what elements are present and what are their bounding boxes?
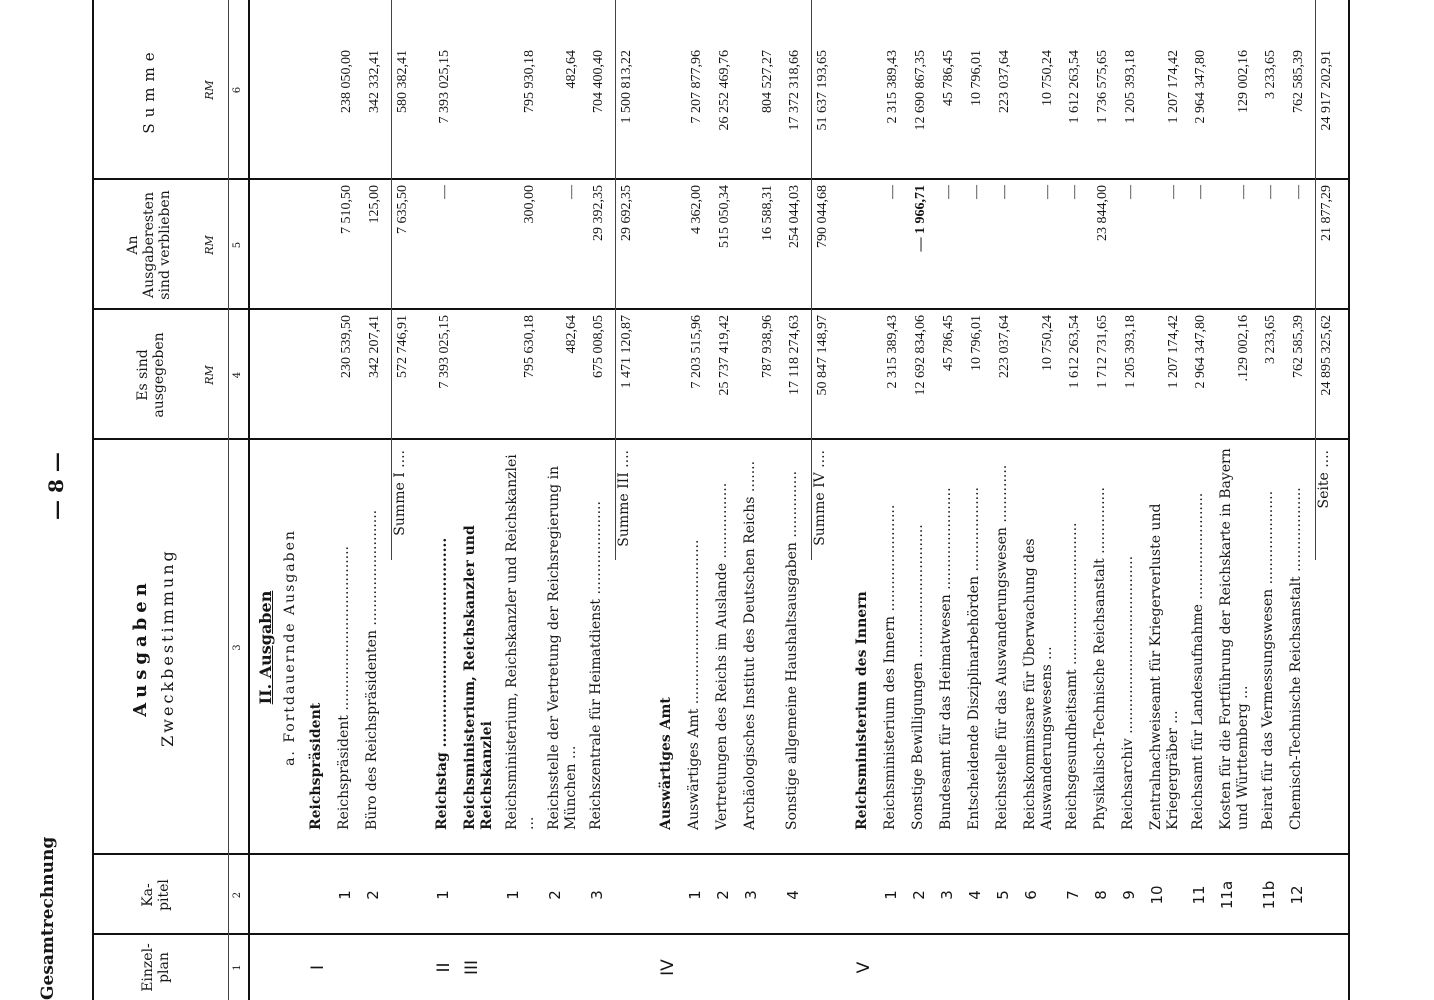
table-sum-row bbox=[1316, 0, 1342, 1000]
spent-cell: 1 712 731,65 bbox=[1095, 315, 1110, 389]
remaining-cell: 790 044,68 bbox=[815, 185, 830, 248]
table-row bbox=[546, 0, 586, 1000]
spent-cell: 10 796,01 bbox=[969, 315, 984, 371]
remaining-cell: 125,00 bbox=[367, 185, 382, 224]
purpose-cell: Zentralnachweiseamt für Kriegerverluste und Kriegergräber ... bbox=[1148, 503, 1181, 830]
table-sum-row bbox=[392, 0, 418, 1000]
spent-cell: 1 471 120,87 bbox=[619, 315, 634, 389]
kapitel-cell: 1 bbox=[686, 890, 704, 900]
purpose-cell: Summe IV .... bbox=[812, 450, 828, 546]
spent-cell: 787 938,96 bbox=[760, 315, 775, 378]
total-cell: 24 917 202,91 bbox=[1319, 50, 1334, 131]
remaining-cell: — bbox=[941, 185, 956, 199]
remaining-cell: — bbox=[1067, 185, 1082, 199]
purpose-cell: Physikalisch-Technische Reichsanstalt ............... bbox=[1092, 487, 1108, 830]
kapitel-cell: 2 bbox=[546, 890, 564, 900]
section-title: II. Ausgaben bbox=[256, 590, 275, 705]
table-row bbox=[1218, 0, 1258, 1000]
kapitel-cell: 11 bbox=[1190, 885, 1208, 905]
total-cell: 10 750,24 bbox=[1040, 50, 1055, 106]
running-head: Gesamtrechnung bbox=[38, 836, 58, 1000]
total-cell: 7 393 025,15 bbox=[437, 50, 452, 124]
spent-cell: 10 750,24 bbox=[1040, 315, 1055, 371]
sum-rule bbox=[391, 0, 392, 560]
remaining-cell: — bbox=[1166, 185, 1181, 199]
table-heading-row bbox=[462, 0, 502, 1000]
table-row bbox=[1120, 0, 1146, 1000]
remaining-cell: — bbox=[885, 185, 900, 199]
remaining-cell: 515 050,34 bbox=[717, 185, 732, 248]
spent-cell: 7 393 025,15 bbox=[437, 315, 452, 389]
total-cell: 223 037,64 bbox=[997, 50, 1012, 113]
table-row bbox=[966, 0, 992, 1000]
total-cell: 2 315 389,43 bbox=[885, 50, 900, 124]
purpose-cell: Reichsstelle für das Auswanderungswesen ............. bbox=[994, 464, 1010, 830]
remaining-cell: 29 392,35 bbox=[591, 185, 606, 241]
plan-cell: II bbox=[434, 962, 454, 973]
remaining-cell: — bbox=[564, 185, 579, 199]
colnum-top-rule bbox=[228, 0, 229, 1000]
kapitel-cell: 4 bbox=[966, 890, 984, 900]
total-cell: 804 527,27 bbox=[760, 50, 775, 113]
remaining-cell: 21 877,29 bbox=[1319, 185, 1334, 241]
table-heading-row bbox=[854, 0, 880, 1000]
spent-cell: 17 118 274,63 bbox=[787, 315, 802, 395]
colnum-5: 5 bbox=[232, 241, 243, 249]
total-cell: 238 050,00 bbox=[339, 50, 354, 113]
sum-rule bbox=[615, 0, 616, 560]
purpose-cell: Beirat für das Vermessungswesen ..................... bbox=[1260, 490, 1276, 830]
remaining-cell: 7 510,50 bbox=[339, 185, 354, 234]
remaining-cell: — bbox=[969, 185, 984, 199]
table-row bbox=[504, 0, 544, 1000]
kapitel-cell: 1 bbox=[336, 890, 354, 900]
remaining-cell: — bbox=[1193, 185, 1208, 199]
total-cell: 762 585,39 bbox=[1291, 50, 1306, 113]
spent-cell: 24 895 325,62 bbox=[1319, 315, 1334, 396]
table-bottom-rule bbox=[1348, 0, 1350, 1000]
purpose-cell: Kosten für die Fortführung der Reichskarte in Bayern und Württemberg ... bbox=[1218, 448, 1251, 830]
spent-cell: 45 786,45 bbox=[941, 315, 956, 371]
purpose-cell: Sonstige allgemeine Haushaltsausgaben ............... bbox=[784, 470, 800, 830]
table-sum-row bbox=[616, 0, 642, 1000]
table-row bbox=[742, 0, 782, 1000]
spent-cell: 1 207 174,42 bbox=[1166, 315, 1181, 389]
colnum-3: 3 bbox=[232, 644, 243, 651]
remaining-cell: — 1 966,71 bbox=[913, 185, 928, 252]
total-cell: 3 233,65 bbox=[1263, 50, 1278, 99]
kapitel-cell: 9 bbox=[1120, 890, 1138, 900]
purpose-cell: Reichsstelle der Vertretung der Reichsregierung in München ... bbox=[546, 465, 579, 830]
colnum-1: 1 bbox=[232, 964, 243, 971]
total-cell: 51 637 193,65 bbox=[815, 50, 830, 131]
kapitel-cell: 2 bbox=[364, 890, 382, 900]
spent-cell: 762 585,39 bbox=[1291, 315, 1306, 378]
total-cell: 12 690 867,35 bbox=[913, 50, 928, 131]
total-cell: 342 332,41 bbox=[367, 50, 382, 113]
plan-cell: III bbox=[462, 959, 482, 976]
spent-cell: 2 964 347,80 bbox=[1193, 315, 1208, 389]
purpose-cell: Entscheidende Disziplinarbehörden ................... bbox=[966, 487, 982, 830]
remaining-cell: — bbox=[1236, 185, 1251, 199]
total-cell: 1 205 393,18 bbox=[1123, 50, 1138, 124]
spent-cell: .129 002,16 bbox=[1236, 315, 1251, 382]
kapitel-cell: 3 bbox=[938, 890, 956, 900]
col3-subtitle: Zweckbestimmung bbox=[158, 548, 177, 747]
total-cell: 129 002,16 bbox=[1236, 50, 1251, 113]
purpose-cell: Bundesamt für das Heimatwesen ....................... bbox=[938, 487, 954, 830]
table-row bbox=[1064, 0, 1090, 1000]
spent-cell: 1 205 393,18 bbox=[1123, 315, 1138, 389]
colnum-6: 6 bbox=[232, 86, 243, 94]
sum-rule bbox=[811, 0, 812, 560]
purpose-cell: Reichstag ........................................... bbox=[434, 537, 450, 830]
total-cell: 1 500 813,22 bbox=[619, 50, 634, 124]
spent-cell: 7 203 515,96 bbox=[689, 315, 704, 389]
kapitel-cell: 2 bbox=[910, 890, 928, 900]
table-row bbox=[364, 0, 390, 1000]
col6-label: Summe bbox=[140, 46, 158, 134]
spent-cell: 2 315 389,43 bbox=[885, 315, 900, 389]
kapitel-cell: 1 bbox=[882, 890, 900, 900]
purpose-cell: Reichsministerium des Innern ........................ bbox=[882, 504, 898, 830]
plan-cell: V bbox=[854, 961, 874, 974]
col5-label: An Ausgaberesten sind verblieben bbox=[125, 190, 173, 300]
col2-label: Ka- pitel bbox=[140, 879, 172, 911]
spent-cell: 342 207,41 bbox=[367, 315, 382, 378]
spent-cell: 223 037,64 bbox=[997, 315, 1012, 378]
col5-unit: RM bbox=[203, 235, 216, 255]
table-row bbox=[686, 0, 712, 1000]
spent-cell: 482,64 bbox=[564, 315, 579, 354]
remaining-cell: 7 635,50 bbox=[395, 185, 410, 234]
remaining-cell: — bbox=[1040, 185, 1055, 199]
table-row bbox=[588, 0, 614, 1000]
kapitel-cell: 3 bbox=[742, 890, 760, 900]
purpose-cell: Sonstige Bewilligungen .............................. bbox=[910, 524, 926, 830]
spent-cell: 795 630,18 bbox=[522, 315, 537, 378]
kapitel-cell: 4 bbox=[784, 890, 802, 900]
purpose-cell: Reichsamt für Landesaufnahme ........................ bbox=[1190, 492, 1206, 830]
sum-rule bbox=[1315, 0, 1316, 560]
purpose-cell: Reichsministerium, Reichskanzler und Reichskanzlei ... bbox=[504, 454, 537, 830]
table-row bbox=[938, 0, 964, 1000]
spent-cell: 572 746,91 bbox=[395, 315, 410, 378]
kapitel-cell: 8 bbox=[1092, 890, 1110, 900]
purpose-cell: Reichspräsident ..................................... bbox=[336, 545, 352, 830]
table-sum-row bbox=[812, 0, 838, 1000]
remaining-cell: — bbox=[997, 185, 1012, 199]
table-heading-row bbox=[308, 0, 334, 1000]
plan-cell: I bbox=[308, 965, 328, 971]
spent-cell: 25 737 419,42 bbox=[717, 315, 732, 396]
total-cell: 2 964 347,80 bbox=[1193, 50, 1208, 124]
purpose-cell: Vertretungen des Reichs im Auslande ................. bbox=[714, 482, 730, 830]
spent-cell: 1 612 263,54 bbox=[1067, 315, 1082, 389]
purpose-cell: Reichsministerium des Innern bbox=[854, 591, 870, 830]
spent-cell: 675 008,05 bbox=[591, 315, 606, 378]
spent-cell: 230 539,50 bbox=[339, 315, 354, 378]
remaining-cell: — bbox=[437, 185, 452, 199]
remaining-cell: — bbox=[1291, 185, 1306, 199]
plan-cell: IV bbox=[658, 959, 678, 976]
section-subtitle: a. Fortdauernde Ausgaben bbox=[282, 529, 298, 766]
total-cell: 482,64 bbox=[564, 50, 579, 89]
remaining-cell: 29 692,35 bbox=[619, 185, 634, 241]
purpose-cell: Chemisch-Technische Reichsanstalt ................... bbox=[1288, 487, 1304, 830]
table-row bbox=[1288, 0, 1314, 1000]
col1-label: Einzel- plan bbox=[140, 943, 172, 992]
total-cell: 10 796,01 bbox=[969, 50, 984, 106]
table-row bbox=[336, 0, 362, 1000]
purpose-cell: Summe I .... bbox=[392, 450, 408, 536]
kapitel-cell: 1 bbox=[504, 890, 522, 900]
table-row bbox=[910, 0, 936, 1000]
table-heading-row bbox=[658, 0, 684, 1000]
purpose-cell: Reichsministerium, Reichskanzler und Reichskanzlei bbox=[462, 525, 495, 830]
total-cell: 7 207 877,96 bbox=[689, 50, 704, 124]
purpose-cell: Reichszentrale für Heimatdienst ..................... bbox=[588, 501, 604, 830]
col4-label: Es sind ausgegeben bbox=[135, 332, 167, 418]
purpose-cell: Büro des Reichspräsidenten .......................... bbox=[364, 509, 380, 830]
total-cell: 26 252 469,76 bbox=[717, 50, 732, 131]
total-cell: 795 930,18 bbox=[522, 50, 537, 113]
remaining-cell: — bbox=[1263, 185, 1278, 199]
table-row bbox=[1190, 0, 1216, 1000]
remaining-cell: 254 044,03 bbox=[787, 185, 802, 248]
kapitel-cell: 5 bbox=[994, 890, 1012, 900]
spent-cell: 50 847 148,97 bbox=[815, 315, 830, 396]
table-row bbox=[434, 0, 460, 1000]
table-row bbox=[784, 0, 810, 1000]
purpose-cell: Reichskommissare für Überwachung des Auswanderungswesens ... bbox=[1022, 538, 1055, 830]
kapitel-cell: 10 bbox=[1148, 885, 1166, 905]
spent-cell: 3 233,65 bbox=[1263, 315, 1278, 364]
remaining-cell: — bbox=[1123, 185, 1138, 199]
kapitel-cell: 12 bbox=[1288, 885, 1306, 905]
table-row bbox=[714, 0, 740, 1000]
kapitel-cell: 1 bbox=[434, 890, 452, 900]
colnum-4: 4 bbox=[232, 371, 243, 379]
total-cell: 1 612 263,54 bbox=[1067, 50, 1082, 124]
page-number: — 8 — bbox=[44, 452, 68, 520]
col3-title: Ausgaben bbox=[130, 578, 151, 717]
total-cell: 580 382,41 bbox=[395, 50, 410, 113]
table-row bbox=[1092, 0, 1118, 1000]
spent-cell: 12 692 834,06 bbox=[913, 315, 928, 396]
total-cell: 704 400,40 bbox=[591, 50, 606, 113]
kapitel-cell: 11a bbox=[1218, 880, 1236, 910]
table-row bbox=[1148, 0, 1188, 1000]
kapitel-cell: 3 bbox=[588, 890, 606, 900]
colnum-2: 2 bbox=[232, 891, 243, 899]
remaining-cell: 4 362,00 bbox=[689, 185, 704, 234]
total-cell: 45 786,45 bbox=[941, 50, 956, 106]
table-top-rule bbox=[92, 0, 94, 1000]
table-row bbox=[994, 0, 1020, 1000]
purpose-cell: Reichsgesundheitsamt ................................ bbox=[1064, 522, 1080, 830]
purpose-cell: Reichsarchiv ........................................ bbox=[1120, 555, 1136, 830]
remaining-cell: 23 844,00 bbox=[1095, 185, 1110, 241]
purpose-cell: Seite .... bbox=[1316, 450, 1332, 509]
purpose-cell: Auswärtiges Amt ..................................... bbox=[686, 539, 702, 830]
remaining-cell: 16 588,31 bbox=[760, 185, 775, 241]
col6-unit: RM bbox=[203, 80, 216, 100]
kapitel-cell: 2 bbox=[714, 890, 732, 900]
col4-unit: RM bbox=[203, 365, 216, 385]
purpose-cell: Auswärtiges Amt bbox=[658, 697, 674, 830]
purpose-cell: Summe III .... bbox=[616, 450, 632, 547]
remaining-cell: 300,00 bbox=[522, 185, 537, 224]
kapitel-cell: 7 bbox=[1064, 890, 1082, 900]
purpose-cell: Archäologisches Institut des Deutschen Reichs ....... bbox=[742, 460, 758, 830]
kapitel-cell: 11b bbox=[1260, 880, 1278, 910]
total-cell: 17 372 318,66 bbox=[787, 50, 802, 131]
header-bottom-rule bbox=[248, 0, 250, 1000]
table-row bbox=[1022, 0, 1062, 1000]
purpose-cell: Reichspräsident bbox=[308, 702, 324, 830]
total-cell: 1 736 575,65 bbox=[1095, 50, 1110, 124]
table-row bbox=[1260, 0, 1286, 1000]
kapitel-cell: 6 bbox=[1022, 890, 1040, 900]
table-row bbox=[882, 0, 908, 1000]
total-cell: 1 207 174,42 bbox=[1166, 50, 1181, 124]
